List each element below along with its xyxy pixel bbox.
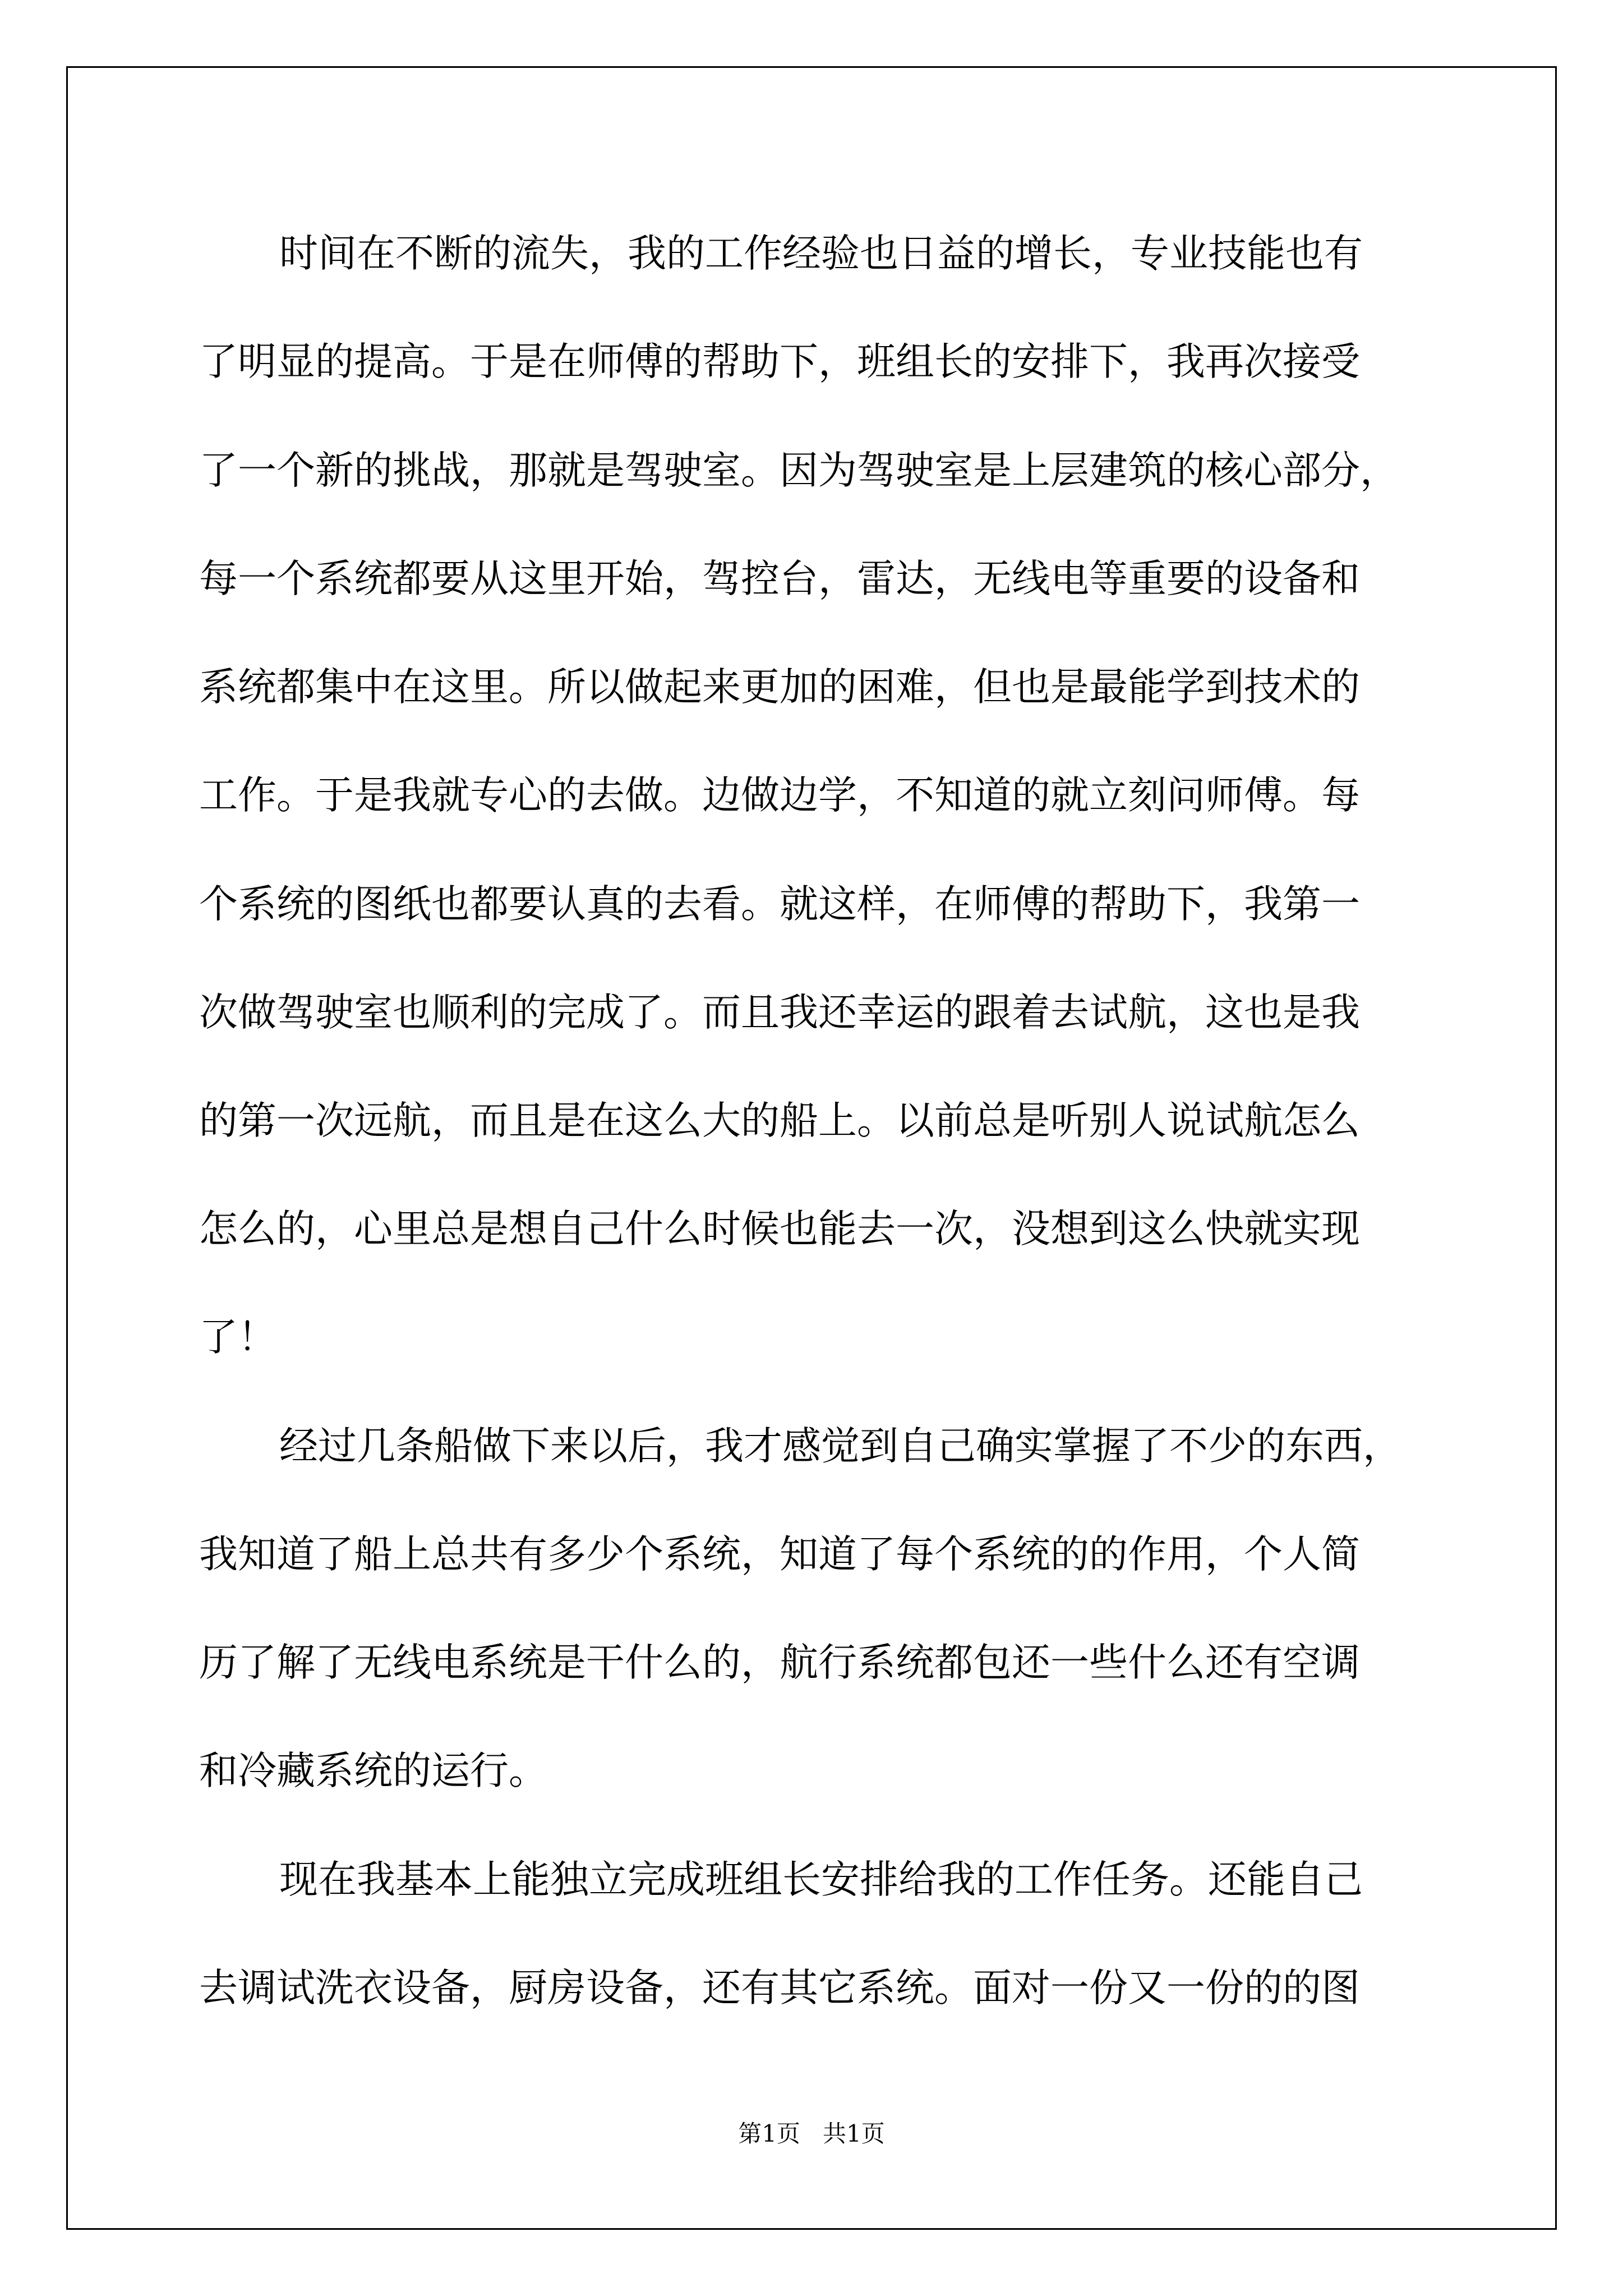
- paragraph-1-line-11: 了！: [199, 1315, 276, 1360]
- paragraph-1-line-6: 工作。于是我就专心的去做。边做边学，不知道的就立刻问师傅。每: [199, 773, 1360, 818]
- paragraph-2-line-1: 经过几条船做下来以后，我才感觉到自己确实掌握了不少的东西，: [279, 1424, 1401, 1469]
- paragraph-3-line-1: 现在我基本上能独立完成班组长安排给我的工作任务。还能自己: [279, 1857, 1363, 1902]
- paragraph-1-line-8: 次做驾驶室也顺利的完成了。而且我还幸运的跟着去试航，这也是我: [199, 990, 1360, 1035]
- paragraph-1-line-2: 了明显的提高。于是在师傅的帮助下，班组长的安排下，我再次接受: [199, 339, 1360, 384]
- paragraph-2-line-4: 和冷藏系统的运行。: [199, 1749, 547, 1793]
- paragraph-1-line-5: 系统都集中在这里。所以做起来更加的困难，但也是最能学到技术的: [199, 665, 1360, 710]
- paragraph-1-line-3: 了一个新的挑战，那就是驾驶室。因为驾驶室是上层建筑的核心部分，: [199, 448, 1399, 493]
- paragraph-1-line-4: 每一个系统都要从这里开始，驾控台，雷达，无线电等重要的设备和: [199, 556, 1360, 601]
- paragraph-2-line-3: 历了解了无线电系统是干什么的，航行系统都包还一些什么还有空调: [199, 1640, 1360, 1685]
- page-footer: 第1页 共1页: [738, 2120, 885, 2147]
- paragraph-1-line-10: 怎么的，心里总是想自己什么时候也能去一次，没想到这么快就实现: [199, 1207, 1360, 1251]
- paragraph-1-line-7: 个系统的图纸也都要认真的去看。就这样，在师傅的帮助下，我第一: [199, 882, 1360, 927]
- paragraph-1-line-1: 时间在不断的流失，我的工作经验也日益的增长，专业技能也有: [279, 231, 1363, 276]
- paragraph-3-line-2: 去调试洗衣设备，厨房设备，还有其它系统。面对一份又一份的的图: [199, 1966, 1360, 2010]
- paragraph-1-line-9: 的第一次远航，而且是在这么大的船上。以前总是听别人说试航怎么: [199, 1098, 1360, 1143]
- paragraph-2-line-2: 我知道了船上总共有多少个系统，知道了每个系统的的作用，个人简: [199, 1532, 1360, 1577]
